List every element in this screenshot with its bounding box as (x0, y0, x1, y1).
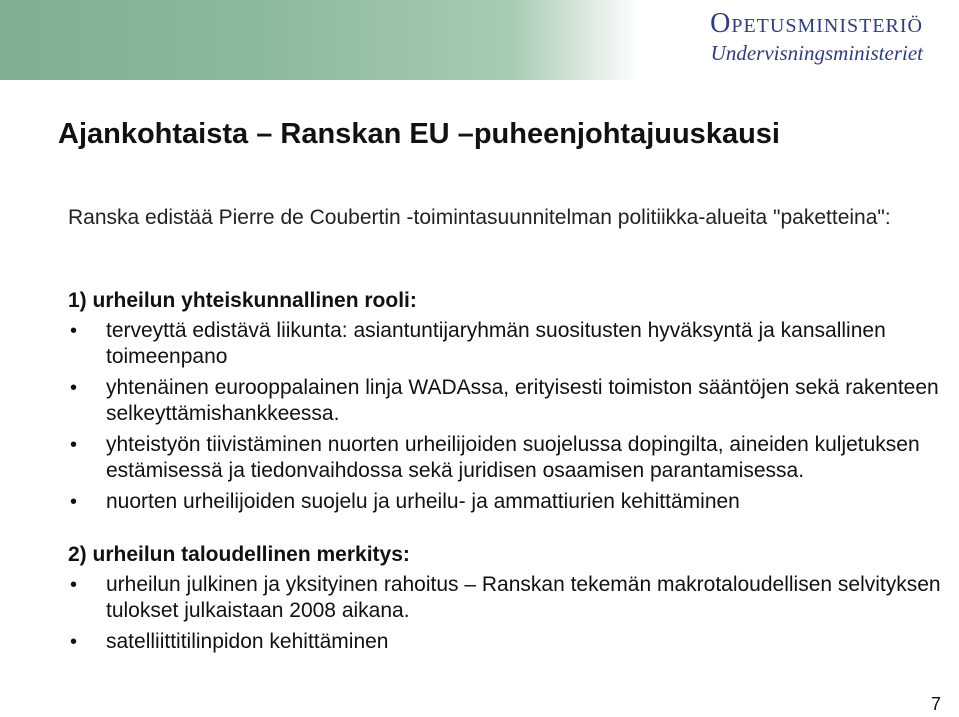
bullet-icon: • (70, 434, 78, 456)
bullet-list (68, 572, 958, 655)
bullet-icon: • (70, 320, 78, 342)
list-item (68, 432, 958, 484)
list-item (68, 629, 958, 655)
list-item (68, 318, 958, 370)
bullet-icon: • (70, 631, 78, 653)
list-item-text: terveyttä edistävä liikunta: asiantuntijaryhmän suositusten hyväksyntä ja kansallinen toimeenpano (106, 319, 886, 368)
list-item-text: urheilun julkinen ja yksityinen rahoitus – Ranskan tekemän makrotaloudellisen selvityksen tulokset julkaistaan 2008 aikana. (106, 573, 941, 622)
list-item (68, 572, 958, 624)
header-band (0, 0, 640, 80)
ministry-name: Opetusministeriö (710, 8, 923, 39)
page-number: 7 (930, 694, 941, 714)
section-heading: 2) urheilun taloudellinen merkitys: (68, 543, 410, 566)
list-item-text: satelliittitilinpidon kehittäminen (106, 630, 389, 653)
list-item-text: yhteistyön tiivistäminen nuorten urheilijoiden suojelussa dopingilta, aineiden kuljetuksen estämisessä ja tiedonvaihdossa sekä juridisen osaamisen parantamisessa. (106, 433, 920, 482)
bullet-icon: • (70, 377, 78, 399)
intro-text: Ranska edistää Pierre de Coubertin -toimintasuunnitelman politiikka-alueita "paketteina": (68, 206, 891, 229)
bullet-icon: • (70, 491, 78, 513)
list-item-text: yhtenäinen eurooppalainen linja WADAssa, erityisesti toimiston sääntöjen sekä rakenteen selkeyttämishankkeessa. (106, 376, 939, 425)
list-item-text: nuorten urheilijoiden suojelu ja urheilu- ja ammattiurien kehittäminen (106, 490, 740, 513)
bullet-icon: • (70, 574, 78, 596)
list-item (68, 375, 958, 427)
slide-title: Ajankohtaista – Ranskan EU –puheenjohtajuuskausi (58, 118, 780, 150)
section-social-role (68, 287, 958, 515)
bullet-list (68, 318, 958, 515)
list-item (68, 489, 958, 515)
slide-content (68, 287, 958, 660)
ministry-name-swedish: Undervisningsministeriet (710, 41, 923, 65)
ministry-logo (710, 9, 923, 65)
section-heading: 1) urheilun yhteiskunnallinen rooli: (68, 289, 417, 312)
section-economic-significance (68, 541, 958, 655)
